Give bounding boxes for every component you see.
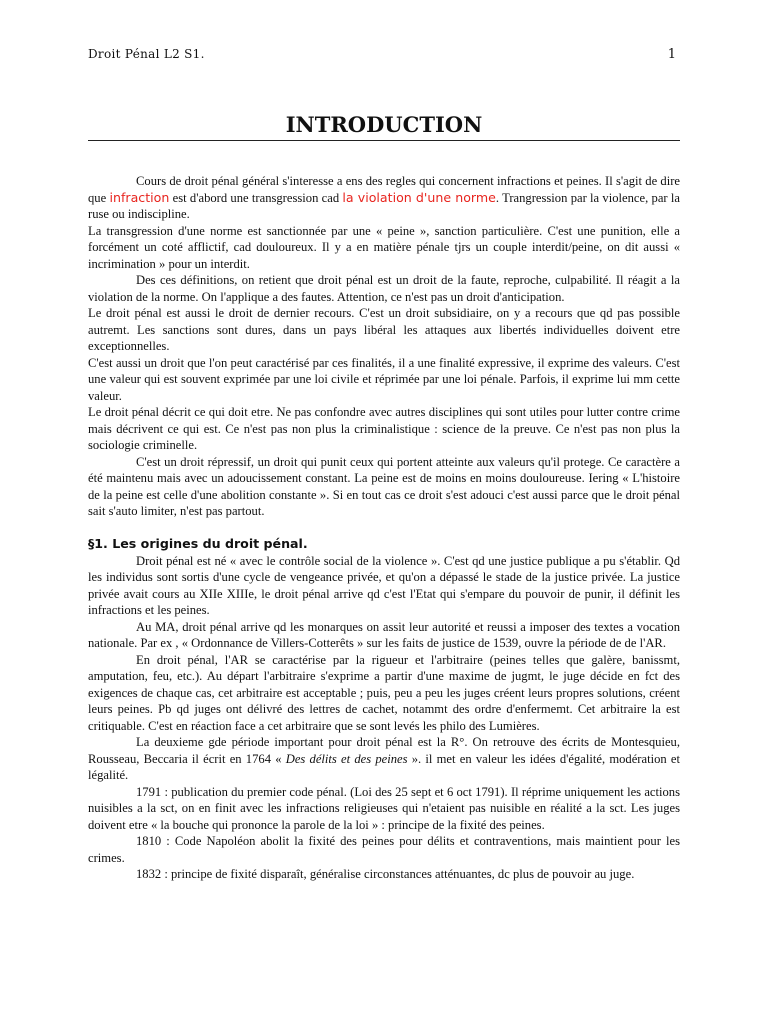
paragraph-9: Au MA, droit pénal arrive qd les monarques on assit leur autorité et reussi a imposer des textes a vocation nationale. Par ex , « Ordonnance de Villers-Cotterêts » sur les faits de justice de 1539, ouvre la période de de l'AR. <box>88 619 680 650</box>
body-text <box>88 173 680 883</box>
title-underline <box>88 140 680 141</box>
paragraph-6: Le droit pénal décrit ce qui doit etre. Ne pas confondre avec autres disciplines qui sont utiles pour lutter contre crime mais décrivent ce qui est. Ce n'est pas non plus la criminalistique : science de la preuve. Ce n'est pas non plus la sociologie criminelle. <box>88 405 680 452</box>
p11-text-a: La deuxieme gde période important pour droit pénal est la R°. On retrouve des écrits de Montesquieu, Rousseau, Beccaria il écrit en 1764 « <box>88 735 680 766</box>
paragraph-14: 1832 : principe de fixité disparaît, généralise circonstances atténuantes, dc plus de pouvoir au juge. <box>136 867 635 881</box>
paragraph-2: La transgression d'une norme est sanctionnée par une « peine », sanction particulière. C'est une punition, elle a forcément un coté afflictif, cad douloureux. Il y a en matière pénale tjrs un couple interdit/peine, on dit aussi « incrimination » pour un interdit. <box>88 223 680 271</box>
paragraph-4: Le droit pénal est aussi le droit de dernier recours. C'est un droit subsidiaire, on y a recours que qd pas possible autremt. Les sanctions sont dures, dans un pays libéral les attaques aux libertés individuelles doivent etre exceptionnelles. <box>88 306 680 353</box>
paragraph-1 <box>88 173 680 223</box>
paragraph-13: 1810 : Code Napoléon abolit la fixité des peines pour délits et contraventions, mais maintient pour les crimes. <box>88 834 680 865</box>
p11-text-b: ». il met en valeur les idées d'égalité, modération et légalité. <box>88 751 680 782</box>
p1-text-c: . Trangression par la violence, par la ruse ou indiscipline. <box>88 190 680 221</box>
page-title: INTRODUCTION <box>285 112 483 137</box>
paragraph-5: C'est aussi un droit que l'on peut caractérisé par ces finalités, il a une finalité expressive, il exprime des valeurs. C'est une valeur qui est souvent exprimée par une loi civile et réprimée par une loi pénale. Parfois, il exprime lui mm cette valeur. <box>88 355 680 403</box>
paragraph-3: Des ces définitions, on retient que droit pénal est un droit de la faute, reproche, culpabilité. Il réagit a la violation de la norme. On l'applique a des fautes. Attention, ce n'est pas un droit d'anticipation. <box>88 273 680 304</box>
p1-text-b: est d'abord une transgression cad <box>169 190 343 205</box>
p1-text-a: Cours de droit pénal général s'interesse a ens des regles qui concernent infractions et peines. Il s'agit de dire que <box>88 174 680 205</box>
section-heading-1: §1. Les origines du droit pénal. <box>88 536 308 551</box>
paragraph-10: En droit pénal, l'AR se caractérise par la rigueur et l'arbitraire (peines telles que galère, banissmt, amputation, feu, etc.). Au départ l'arbitraire s'exprime a partir d'une maxime de jugmt, le juge décide en fct des exigences de chaque cas, cet arbitraire est acceptable ; puis, peu a peu les juges créent leurs propres solutions, créent leurs peines. Pb qd juges ont délivré des lettres de cachet, notammt des ordre d'enfermemt. Cet arbitraire la est critiquable. C'est en réaction face a cet arbitraire que se sont levés les philo des Lumières. <box>88 652 680 733</box>
paragraph-8: Droit pénal est né « avec le contrôle social de la violence ». C'est qd une justice publique a pu s'établir. Qd les individus sont sortis d'une cycle de vengeance privée, et qu'on a dépassé le stade de la justice privée. La justice privée avait cours au XIIe XIIIe, le droit pénal arrive qd c'est l'Etat qui s'empare du pouvoir de punir, il définit les infractions et les peines. <box>88 553 680 617</box>
page-number: 1 <box>667 47 676 62</box>
running-header: Droit Pénal L2 S1. <box>88 47 205 61</box>
book-title: Des délits et des peines <box>285 751 408 766</box>
paragraph-11 <box>88 734 680 784</box>
paragraph-7: C'est un droit répressif, un droit qui punit ceux qui portent atteinte aux valeurs qu'il protege. Ce caractère a été maintenu mais avec un adoucissement constant. La peine est de moins en moins douloureuse. Iering « L'histoire de la peine est celle d'une abolition constante ». Si en tout cas ce droit s'est adouci c'est aussi parce que le droit pénal sait s'auto limiter, n'est pas partout. <box>88 454 680 518</box>
paragraph-12: 1791 : publication du premier code pénal. (Loi des 25 sept et 6 oct 1791). Il réprime uniquement les actions nuisibles a la sct, on en finit avec les infractions religieuses qui n'etaient pas nuisible en réalité a la sct. Les juges doivent etre « la bouche qui prononce la parole de la loi » : principe de la fixité des peines. <box>88 784 680 832</box>
term-violation-norme: la violation d'une norme <box>342 189 496 205</box>
term-infraction: infraction <box>109 189 170 205</box>
